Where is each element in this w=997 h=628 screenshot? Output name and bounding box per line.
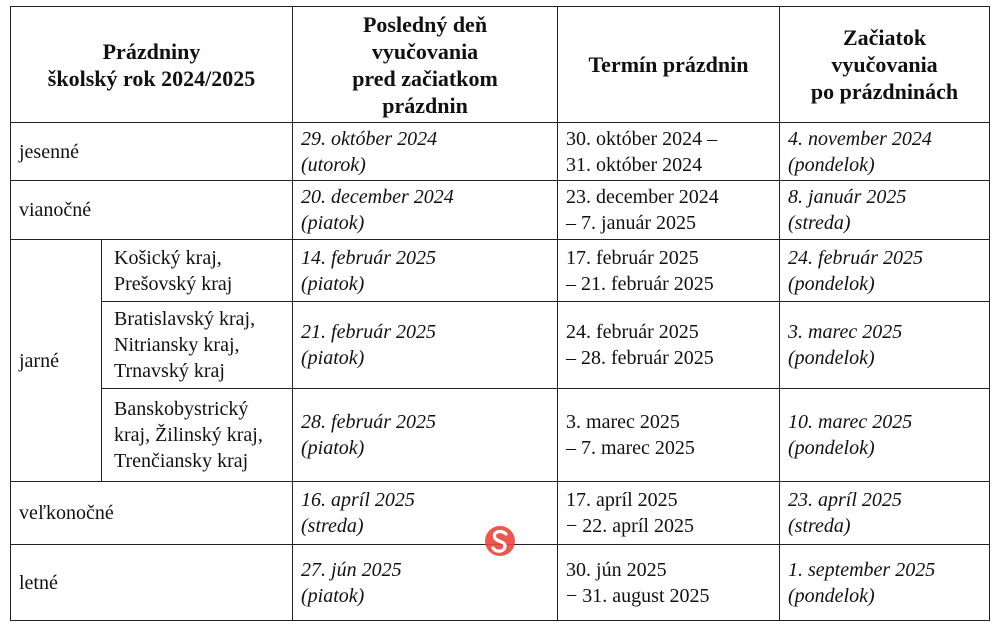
start-cell: 3. marec 2025 (pondelok) xyxy=(780,302,990,389)
term-cell: 24. február 2025 – 28. február 2025 xyxy=(558,302,780,389)
header-holidays: Prázdniny školský rok 2024/2025 xyxy=(11,7,293,123)
last-day-cell: 28. február 2025 (piatok) xyxy=(293,389,558,482)
holiday-name: vianočné xyxy=(11,181,293,240)
start-cell: 8. január 2025 (streda) xyxy=(780,181,990,240)
table-row xyxy=(11,389,990,482)
start-cell: 4. november 2024 (pondelok) xyxy=(780,123,990,181)
logo-s-icon xyxy=(483,524,517,558)
holiday-name: veľkonočné xyxy=(11,482,293,545)
holiday-name: jarné xyxy=(11,240,102,482)
term-cell: 3. marec 2025 – 7. marec 2025 xyxy=(558,389,780,482)
term-cell: 30. jún 2025 − 31. august 2025 xyxy=(558,545,780,621)
last-day-cell: 20. december 2024 (piatok) xyxy=(293,181,558,240)
region-cell: Košický kraj, Prešovský kraj xyxy=(102,240,293,302)
header-row xyxy=(11,7,990,123)
last-day-cell: 29. október 2024 (utorok) xyxy=(293,123,558,181)
region-cell: Bratislavský kraj, Nitriansky kraj, Trnavský kraj xyxy=(102,302,293,389)
start-cell: 1. september 2025 (pondelok) xyxy=(780,545,990,621)
last-day-cell: 21. február 2025 (piatok) xyxy=(293,302,558,389)
region-cell: Banskobystrický kraj, Žilinský kraj, Trenčiansky kraj xyxy=(102,389,293,482)
last-day-cell: 16. apríl 2025 (streda) xyxy=(293,482,558,545)
table-row xyxy=(11,302,990,389)
last-day-cell: 14. február 2025 (piatok) xyxy=(293,240,558,302)
table-row xyxy=(11,240,990,302)
header-start: Začiatok vyučovania po prázdninách xyxy=(780,7,990,123)
start-cell: 23. apríl 2025 (streda) xyxy=(780,482,990,545)
holiday-name: letné xyxy=(11,545,293,621)
header-last-day: Posledný deň vyučovania pred začiatkom prázdnin xyxy=(293,7,558,123)
term-cell: 23. december 2024 – 7. január 2025 xyxy=(558,181,780,240)
term-cell: 17. február 2025 – 21. február 2025 xyxy=(558,240,780,302)
table-row xyxy=(11,123,990,181)
start-cell: 24. február 2025 (pondelok) xyxy=(780,240,990,302)
start-cell: 10. marec 2025 (pondelok) xyxy=(780,389,990,482)
holiday-name: jesenné xyxy=(11,123,293,181)
table-row xyxy=(11,181,990,240)
last-day-cell: 27. jún 2025 (piatok) xyxy=(293,545,558,621)
term-cell: 17. apríl 2025 − 22. apríl 2025 xyxy=(558,482,780,545)
header-term: Termín prázdnin xyxy=(558,7,780,123)
term-cell: 30. október 2024 – 31. október 2024 xyxy=(558,123,780,181)
